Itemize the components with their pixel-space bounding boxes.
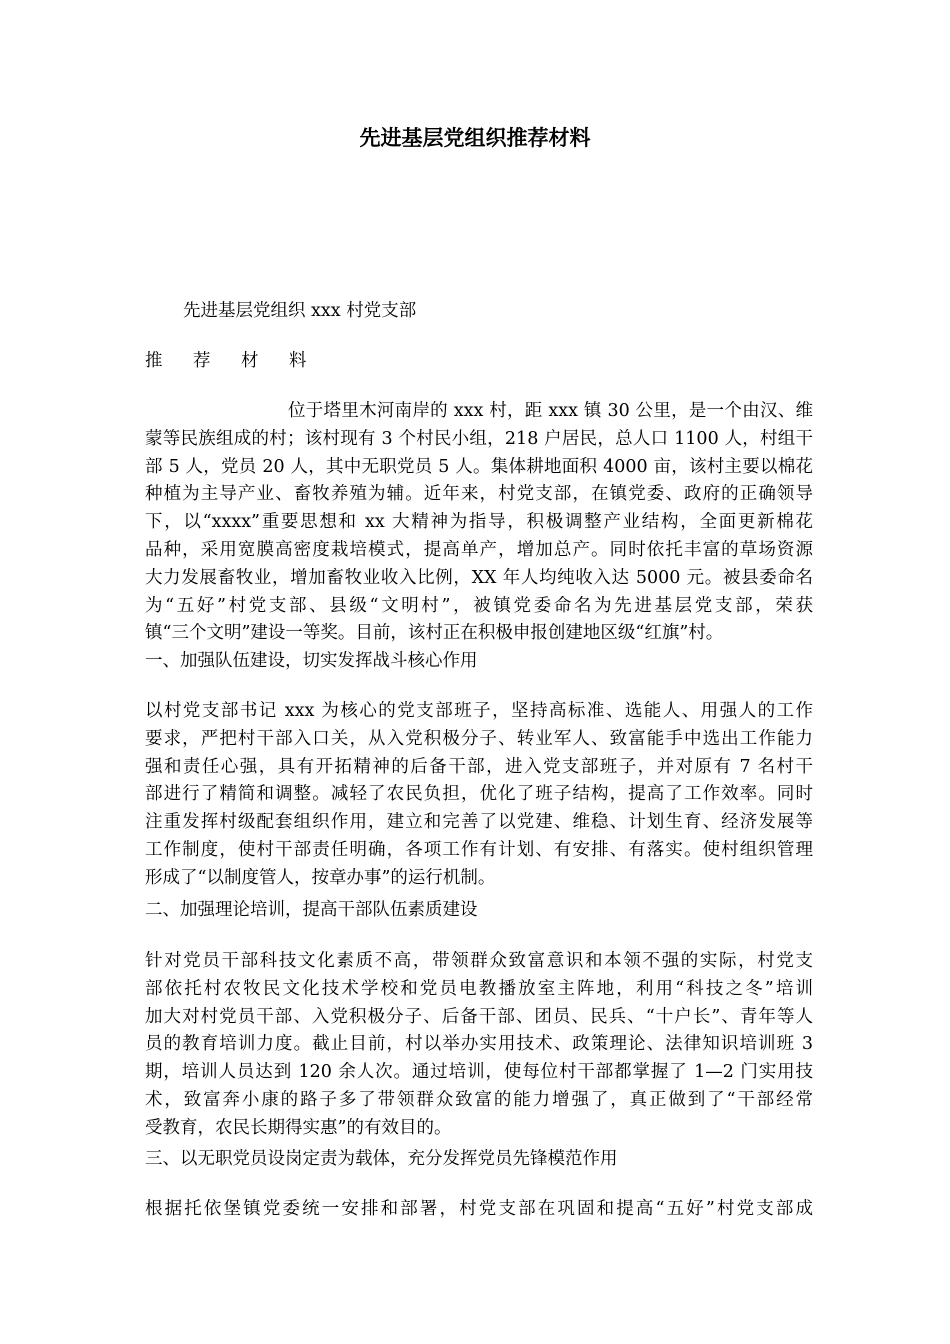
paragraph-line: 工作制度，使村干部责任明确，各项工作有计划、有安排、有落实。使村组织管理 [145, 839, 813, 860]
subheading-char: 荐 [193, 351, 211, 371]
paragraph-line: 品种，采用宽膜高密度栽培模式，提高单产，增加总产。同时依托丰富的草场资源 [145, 539, 813, 560]
paragraph-line: 员的教育培训力度。截止目前，村以举办实用技术、政策理论、法律知识培训班 3 [145, 1034, 813, 1055]
paragraph-line: 注重发挥村级配套组织作用，建立和完善了以党建、维稳、计划生育、经济发展等 [145, 812, 813, 833]
paragraph-line: 根据托依堡镇党委统一安排和部署，村党支部在巩固和提高“五好”村党支部成 [145, 1199, 813, 1219]
paragraph-line: 蒙等民族组成的村；该村现有 3 个村民小组，218 户居民，总人口 1100 人，村组干 [145, 428, 813, 449]
paragraph-line: 位于塔里木河南岸的 xxx 村，距 xxx 镇 30 公里，是一个由汉、维 [288, 401, 813, 421]
paragraph-line: 期，培训人员达到 120 余人次。通过培训，使每位村干部都掌握了 1—2 门实用技 [145, 1062, 813, 1083]
paragraph-line: 要求，严把村干部入口关，从入党积极分子、转业军人、致富能手中选出工作能力 [145, 728, 813, 749]
subheading-char: 料 [289, 351, 307, 371]
subheading-recommendation-material [145, 348, 813, 376]
paragraph-line: 镇“三个文明”建设一等奖。目前，该村正在积极申报创建地区级“红旗”村。 [145, 623, 724, 644]
paragraph-line: 强和责任心强，具有开拓精神的后备干部，进入党支部班子，并对原有 7 名村干 [145, 756, 813, 777]
paragraph-line: 部进行了精简和调整。减轻了农民负担，优化了班子结构，提高了工作效率。同时 [145, 784, 813, 805]
paragraph-line: 加大对村党员干部、入党积极分子、后备干部、团员、民兵、“十户长”、青年等人 [145, 1006, 813, 1027]
section-1-paragraph [145, 698, 813, 893]
section-heading-3: 三、以无职党员设岗定责为载体，充分发挥党员先锋模范作用 [145, 1149, 618, 1169]
paragraph-line: 以村党支部书记 xxx 为核心的党支部班子，坚持高标准、选能人、用强人的工作 [145, 701, 813, 721]
paragraph-line: 形成了“以制度管人，按章办事”的运行机制。 [145, 867, 496, 888]
section-3-paragraph [145, 1196, 813, 1224]
paragraph-line: 为“五好”村党支部、县级“文明村”，被镇党委命名为先进基层党支部，荣获 [145, 595, 813, 616]
paragraph-line: 术，致富奔小康的路子多了带领群众致富的能力增强了，真正做到了“干部经常 [145, 1089, 813, 1110]
paragraph-line: 种植为主导产业、畜牧养殖为辅。近年来，村党支部，在镇党委、政府的正确领导 [145, 484, 813, 505]
subheading-char: 材 [241, 351, 259, 371]
paragraph-line: 下，以“xxxx”重要思想和 xx 大精神为指导，积极调整产业结构，全面更新棉花 [145, 512, 813, 533]
intro-paragraph [145, 398, 813, 648]
paragraph-line: 部 5 人，党员 20 人，其中无职党员 5 人。集体耕地面积 4000 亩，该村主要以棉花 [145, 456, 813, 477]
paragraph-line: 受教育，农民长期得实惠”的有效目的。 [145, 1117, 452, 1138]
paragraph-line: 针对党员干部科技文化素质不高，带领群众致富意识和本领不强的实际，村党支 [145, 951, 813, 971]
document-title: 先进基层党组织推荐材料 [359, 126, 591, 150]
paragraph-line: 大力发展畜牧业，增加畜牧业收入比例，XX 年人均纯收入达 5000 元。被县委命名 [145, 567, 813, 588]
paragraph-line: 部依托村农牧民文化技术学校和党员电教播放室主阵地，利用“科技之冬”培训 [145, 978, 813, 999]
section-heading-1: 一、加强队伍建设，切实发挥战斗核心作用 [145, 651, 478, 671]
organization-line: 先进基层党组织 xxx 村党支部 [183, 301, 417, 321]
subheading-char: 推 [145, 351, 163, 371]
section-2-paragraph [145, 948, 813, 1143]
section-heading-2: 二、加强理论培训，提高干部队伍素质建设 [145, 900, 478, 920]
